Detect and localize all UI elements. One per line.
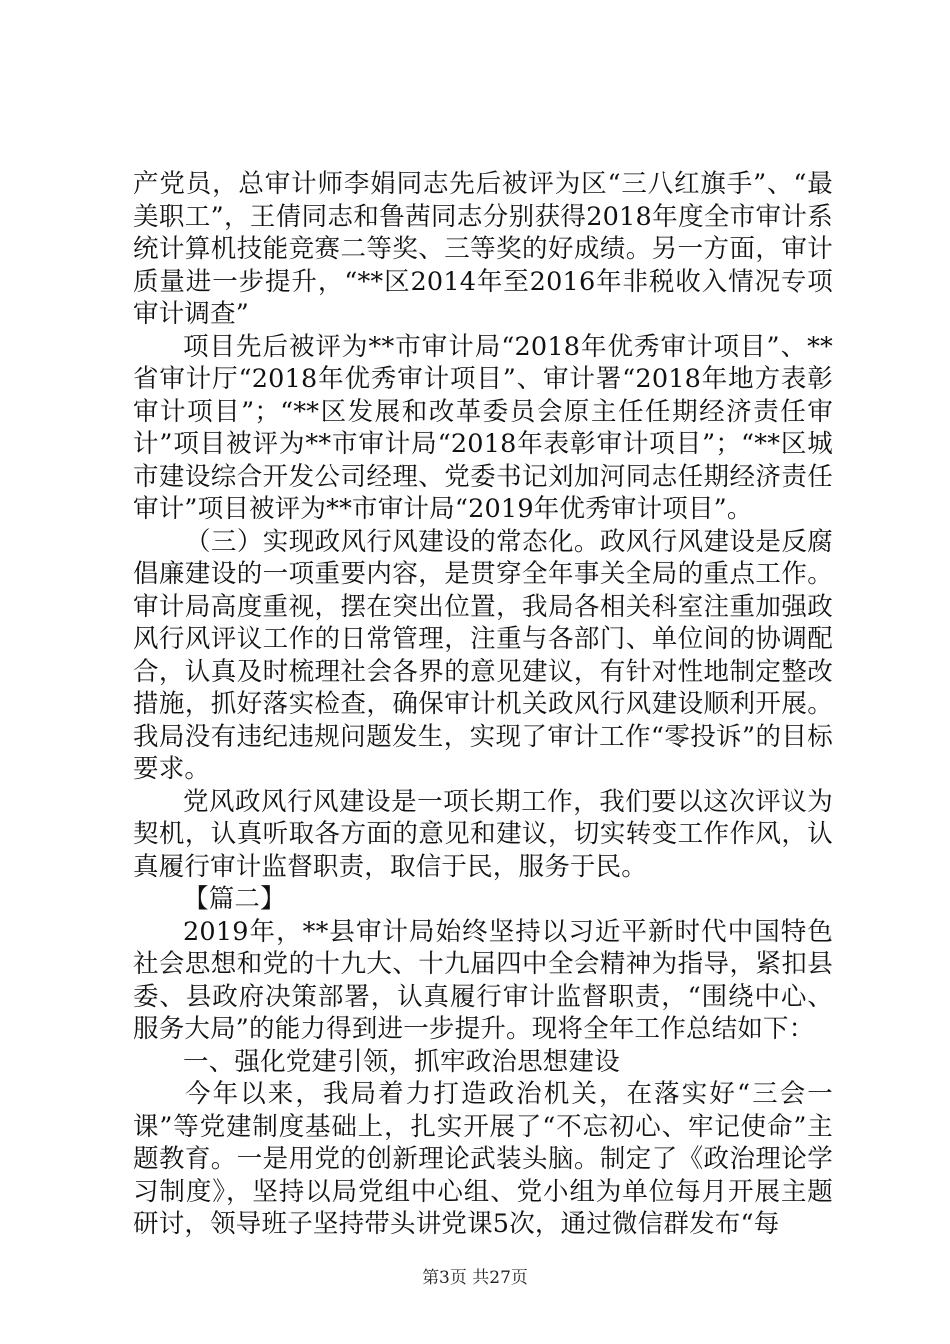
document-body — [133, 168, 833, 1241]
paragraph-4: 党风政风行风建设是一项长期工作，我们要以这次评议为契机，认真听取各方面的意见和建议，切实转变工作作风，认真履行审计监督职责，取信于民，服务于民。 — [133, 786, 833, 882]
paragraph-2: 项目先后被评为**市审计局“2018年优秀审计项目”、**省审计厅“2018年优秀审计项目”、审计署“2018年地方表彰审计项目”；“**区发展和改革委员会原主任任期经济责任审计”项目被评为**市审计局“2018年表彰审计项目”；“**区城市建设综合开发公司经理、党委书记刘加河同志任期经济责任审计”项目被评为**市审计局“2019年优秀审计项目”。 — [133, 331, 833, 524]
paragraph-6: 今年以来，我局着力打造政治机关，在落实好“三会一课”等党建制度基础上，扎实开展了“不忘初心、牢记使命”主题教育。一是用党的创新理论武装头脑。制定了《政治理论学习制度》，坚持以局党组中心组、党小组为单位每月开展主题研讨，领导班子坚持带头讲党课5次，通过微信群发布“每 — [133, 1079, 833, 1239]
paragraph-3: （三）实现政风行风建设的常态化。政风行风建设是反腐倡廉建设的一项重要内容，是贯穿全年事关全局的重点工作。审计局高度重视，摆在突出位置，我局各相关科室注重加强政风行风评议工作的日常管理，注重与各部门、单位间的协调配合，认真及时梳理社会各界的意见建议，有针对性地制定整改措施，抓好落实检查，确保审计机关政风行风建设顺利开展。我局没有违纪违规问题发生，实现了审计工作“零投诉”的目标要求。 — [133, 526, 833, 784]
page-footer: 第3页 共27页 — [422, 1268, 528, 1288]
paragraph-5: 2019年，**县审计局始终坚持以习近平新时代中国特色社会思想和党的十九大、十九届四中全会精神为指导，紧扣县委、县政府决策部署，认真履行审计监督职责，“围绕中心、服务大局”的能力得到进一步提升。现将全年工作总结如下： — [133, 916, 833, 1044]
paragraph-1: 产党员，总审计师李娟同志先后被评为区“三八红旗手”、“最美职工”，王倩同志和鲁茜同志分别获得2018年度全市审计系统计算机技能竞赛二等奖、三等奖的好成绩。另一方面，审计质量进一步提升，“**区2014年至2016年非税收入情况专项审计调查” — [133, 169, 833, 329]
section-heading-part-two: 【篇二】 — [183, 884, 286, 914]
section-heading-one: 一、强化党建引领，抓牢政治思想建设 — [183, 1046, 620, 1077]
